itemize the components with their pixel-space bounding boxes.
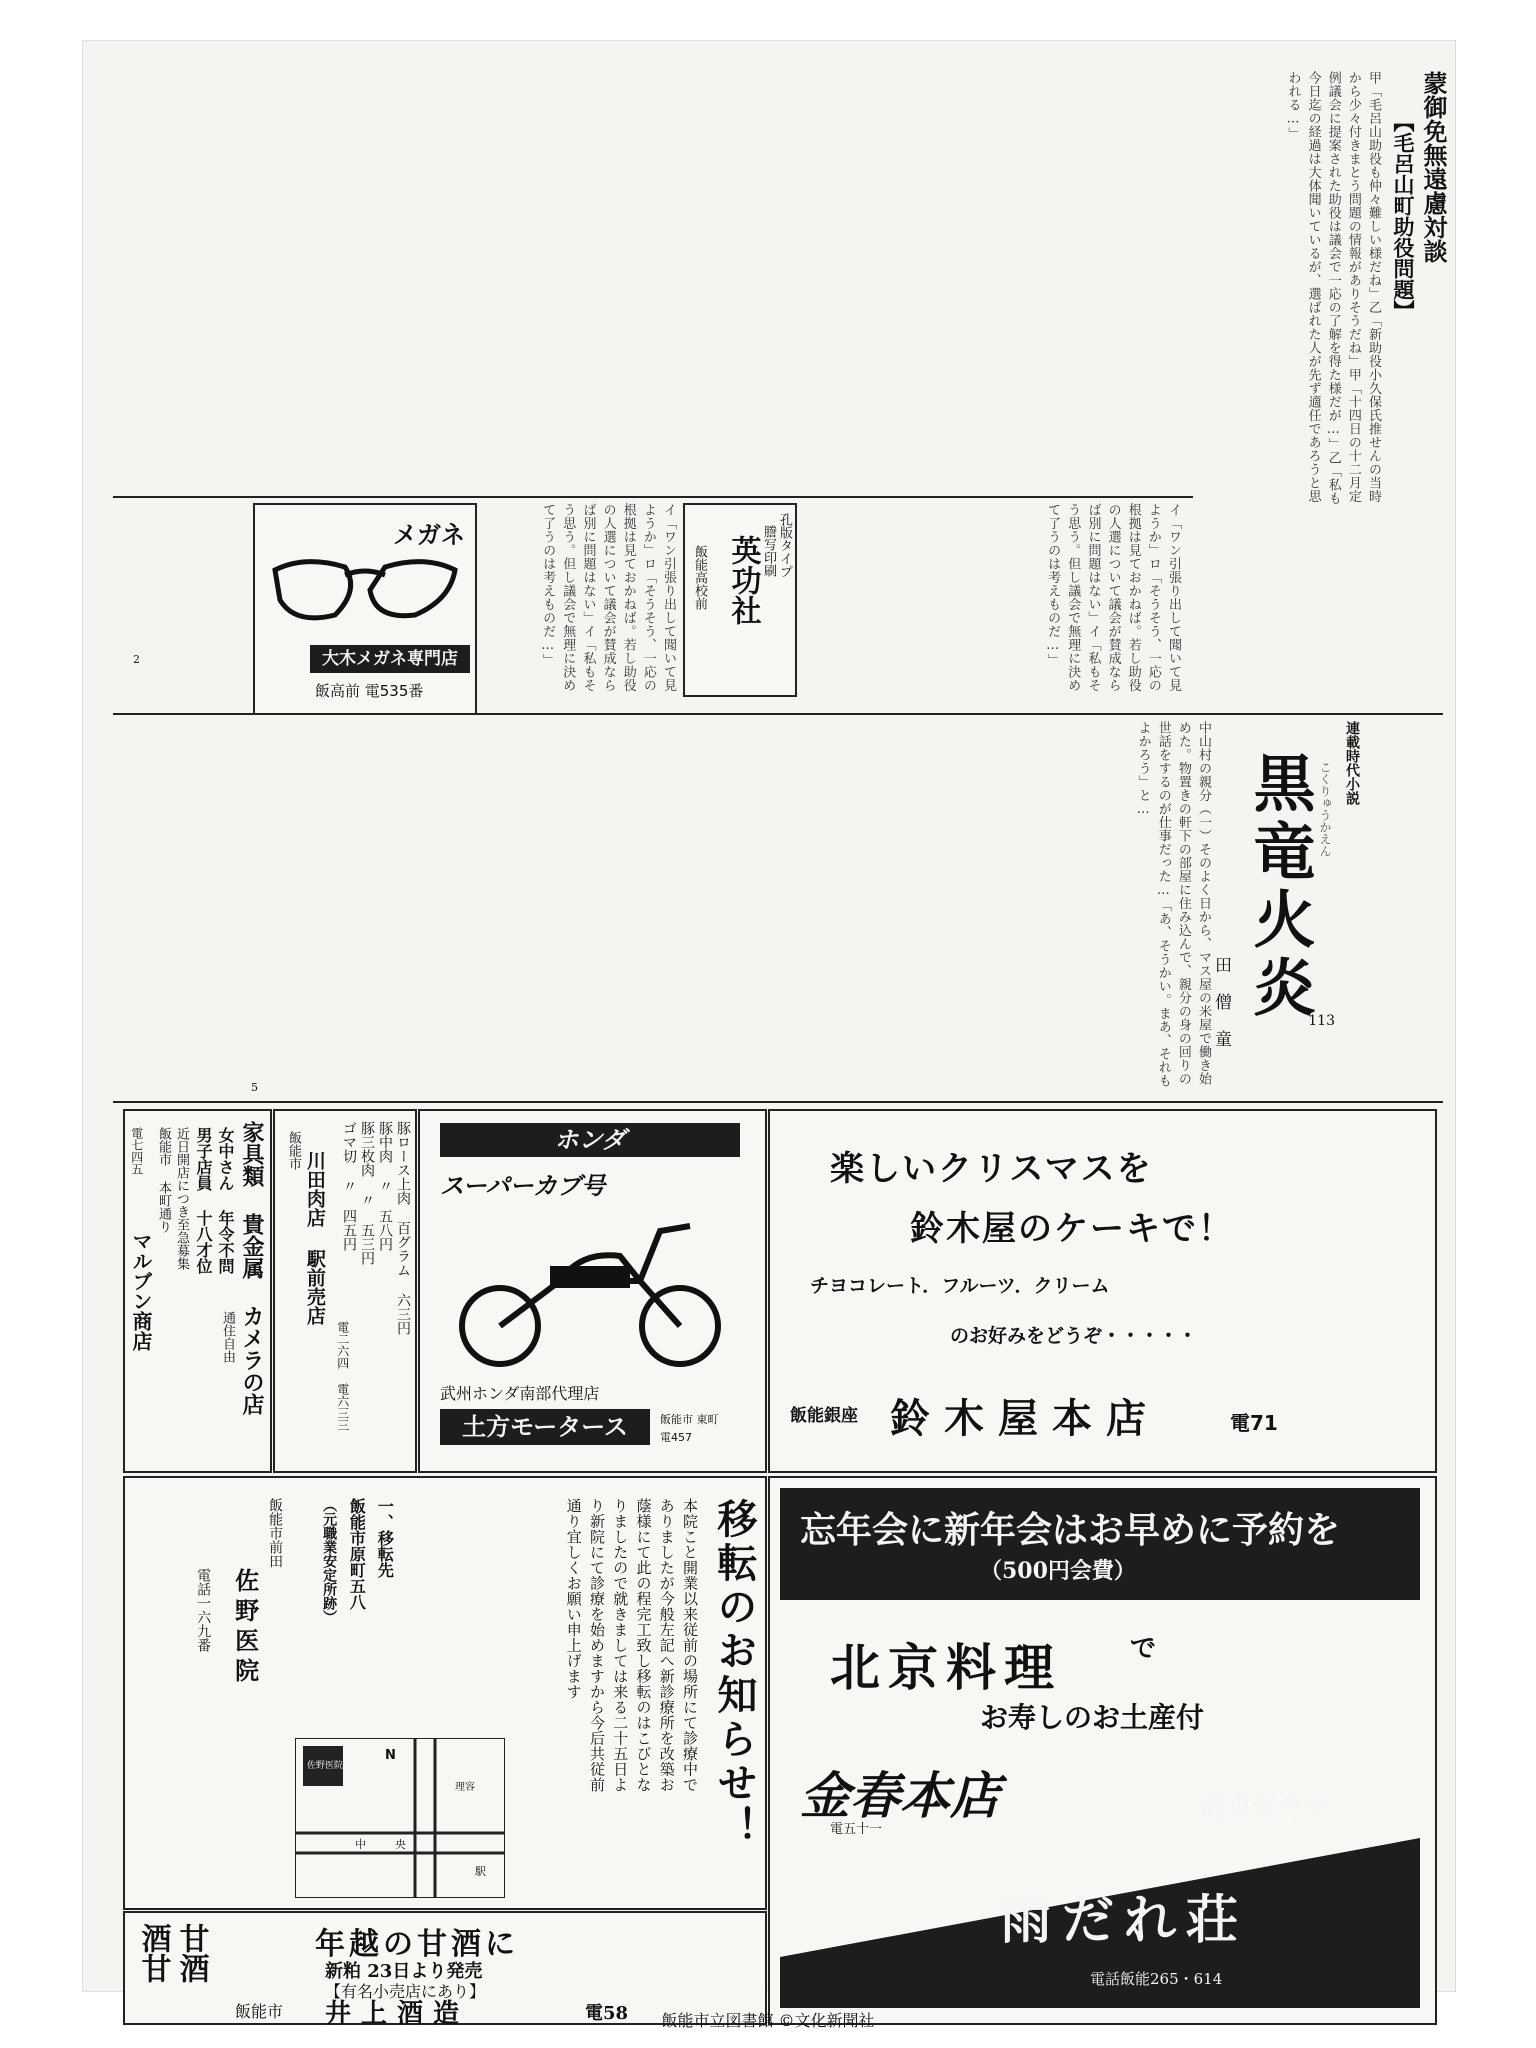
restaurant-line-1b: で (1130, 1634, 1157, 1664)
ad-marubun (123, 1109, 272, 1473)
eikosha-line-1: 孔版タイプ (777, 513, 792, 578)
inoue-side-left: 酒甘 (135, 1923, 171, 1983)
inoue-phone: 電58 (585, 2003, 629, 2024)
sano-city: 飯能市前田 (267, 1498, 284, 1568)
sano-address-title: 一、移転先 (375, 1498, 395, 1578)
marubun-recruit-2: 男子店員 十八才位 (194, 1127, 213, 1274)
restaurant-shop-1: 金春本店 (800, 1766, 1000, 1825)
restaurant-line-1: 北京料理 (830, 1638, 1062, 1697)
sano-body: 本院こと開業以来従前の場所にて診療中でありましたが今般左記へ新診療所を改築お蔭様にて此の程完工致し移転のはこびとなりましたので就きましては来る二十五日より新院にて診療を始めますから今后共従前通り宜しくお願い申上げます (564, 1498, 699, 1793)
inoue-side-right: 甘酒 (173, 1923, 209, 1983)
honda-model: スーパーカブ号 (440, 1172, 606, 1200)
kawata-shop: 川田肉店 駅前売店 (303, 1151, 326, 1325)
map-label-shop: 理容 (455, 1782, 475, 1793)
suzukiya-location: 飯能銀座 (790, 1406, 858, 1426)
novel-title: 黒竜火炎 (1243, 751, 1316, 1023)
map-label-road-1: 中 (355, 1838, 366, 1851)
column-divider (113, 496, 1193, 498)
motorcycle-icon (440, 1211, 740, 1371)
kawata-item-1: 豚ロース上肉 百グラム 六三円 (395, 1121, 411, 1335)
kawata-city: 飯能市 (285, 1131, 301, 1170)
article-subtitle: 【毛呂山町助役問題】 (1391, 111, 1416, 321)
column-divider (113, 713, 1443, 715)
marubun-note: 通住自由 (220, 1311, 235, 1363)
column-mark: 5 (251, 1081, 258, 1094)
ad-honda (418, 1109, 767, 1473)
novel-label: 連載時代小説 (1344, 721, 1360, 805)
suzukiya-phone: 電71 (1230, 1411, 1278, 1435)
marubun-notice: 近日開店につき至急募集 (174, 1127, 189, 1270)
ad-sano-clinic (123, 1476, 767, 1910)
glasses-icon (265, 545, 465, 635)
suzukiya-shop: 鈴木屋本店 (890, 1395, 1160, 1442)
ad-suzukiya (768, 1109, 1437, 1473)
novel-episode: 113 (1308, 1013, 1335, 1029)
eikosha-line-3: 飯能高校前 (691, 545, 707, 610)
marubun-shop: マルブン商店 (129, 1231, 153, 1351)
page-footer: 飯能市立図書館 ©文化新聞社 (661, 2011, 875, 2030)
sano-address: 飯能市原町五八 (347, 1498, 367, 1610)
eikosha-title: 英功社 (725, 535, 761, 625)
sano-clinic-name: 佐野医院 (230, 1568, 260, 1688)
suzukiya-line-4: のお好みをどうぞ・・・・・ (950, 1325, 1198, 1347)
suzukiya-line-2: 鈴木屋のケーキで！ (910, 1209, 1234, 1249)
suzukiya-line-1: 楽しいクリスマスを (830, 1149, 1153, 1189)
ad-restaurants (768, 1476, 1437, 2025)
kawata-phone: 電二六四 電六三三 (335, 1321, 350, 1431)
eikosha-line-2: 謄写印刷 (761, 525, 776, 577)
kawata-item-2: 豚中肉 〃 五八円 (377, 1121, 393, 1251)
honda-address: 飯能市 東町 (660, 1413, 719, 1426)
honda-dealer: 武州ホンダ南部代理店 (440, 1384, 600, 1403)
sano-title: 移転のお知らせ！ (711, 1498, 758, 1850)
restaurant-shop-2-phone: 電話飯能265・614 (1090, 1970, 1223, 1988)
ad-meganeya (253, 503, 477, 715)
inoue-stores: 【有名小売店にあり】 (325, 1982, 486, 2001)
column-mark: 2 (133, 653, 140, 666)
marubun-recruit-1: 女中さん 年令不問 (216, 1127, 235, 1274)
meganeya-shop: 大木メガネ専門店 (310, 645, 470, 673)
map-label-road-2: 央 (395, 1838, 406, 1851)
restaurant-slogan: 温泉気分で (1200, 1794, 1331, 1824)
meganeya-title: メガネ (393, 521, 465, 549)
middle-article-body-2: イ「ワン引張り出して聞いて見ようか」ロ「そうそう、一応の根拠は見ておかねば。若し助役の人選について議会が賛成ならば別に問題はない」イ「私もそう思う。但し議会で無理に決めて了うのは考えものだ…」 (1045, 503, 1181, 692)
ad-kawata (273, 1109, 417, 1473)
middle-article-body: イ「ワン引張り出して聞いて見ようか」ロ「そうそう、一応の根拠は見ておかねば。若し助役の人選について議会が賛成ならば別に問題はない」イ「私もそう思う。但し議会で無理に決めて了うのは考えものだ…」 (540, 503, 676, 692)
restaurant-line-2: お寿しのお土産付 (980, 1701, 1205, 1734)
map-label-station: 駅 (475, 1865, 486, 1878)
novel-author: 田 僧 童 (1211, 956, 1231, 1047)
novel-ruby: こくりゅうかえん (1318, 761, 1332, 857)
honda-phone: 電457 (660, 1431, 692, 1444)
column-divider (113, 1101, 1443, 1103)
sano-phone: 電話一六九番 (195, 1568, 212, 1652)
article-title: 蒙御免無遠慮対談 (1419, 71, 1448, 263)
kawata-item-3: 豚三枚肉 〃 五三円 (359, 1121, 375, 1265)
marubun-address: 飯能市 本町通り (156, 1127, 171, 1233)
restaurant-shop-2: 雨だれ荘 (1000, 1890, 1249, 1951)
restaurant-banner: 忘年会に新年会はお早めに予約を (800, 1509, 1341, 1551)
sano-former: （元職業安定所跡） (321, 1498, 338, 1624)
restaurant-banner-box (780, 1488, 1420, 1600)
map-label-clinic: 佐野医院 (307, 1761, 344, 1771)
honda-shop: 土方モータース (440, 1409, 650, 1445)
marubun-phone: 電七四五 (129, 1127, 144, 1175)
ad-eikosha (683, 503, 797, 697)
map-label-north: N (385, 1748, 396, 1763)
restaurant-shop-1-phone: 電五十一 (830, 1822, 883, 1837)
inoue-headline: 年越の甘酒に (315, 1927, 519, 1962)
novel-body: 中山村の親分（一）そのよく日から、マス屋の米屋で働き始めた。物置きの軒下の部屋に住み込んで、親分の身の回りの世話をするのが仕事だった…「あ、そうかい。まあ、それもよかろう」と… (1135, 721, 1211, 1088)
kawata-item-4: ゴマ切 〃 四五円 (341, 1121, 357, 1251)
honda-brand: ホンダ (440, 1123, 740, 1157)
marubun-headline: 家具類 貴金属 カメラの店 (239, 1121, 265, 1415)
restaurant-fee: （500円会費） (980, 1558, 1136, 1584)
inoue-city: 飯能市 (235, 2002, 284, 2021)
inoue-shop: 井上酒造 (325, 1999, 470, 2029)
meganeya-address: 飯高前 電535番 (315, 682, 424, 700)
suzukiya-line-3: チヨコレート．フルーツ．クリーム (810, 1275, 1110, 1297)
inoue-release: 新粕 23日より発売 (325, 1961, 483, 1982)
article-body: 甲「毛呂山助役も仲々難しい様だね」乙「新助役小久保氏推せんの当時から少々付きまとう問題の情報がありそうだね」甲「十四日の十二月定例議会に提案された助役は議会で一応の了解を得た様だが…」乙「私も今日迄の経過は大体聞いているが、選ばれた人が先ず適任であろうと思われる…」 (1285, 71, 1381, 505)
